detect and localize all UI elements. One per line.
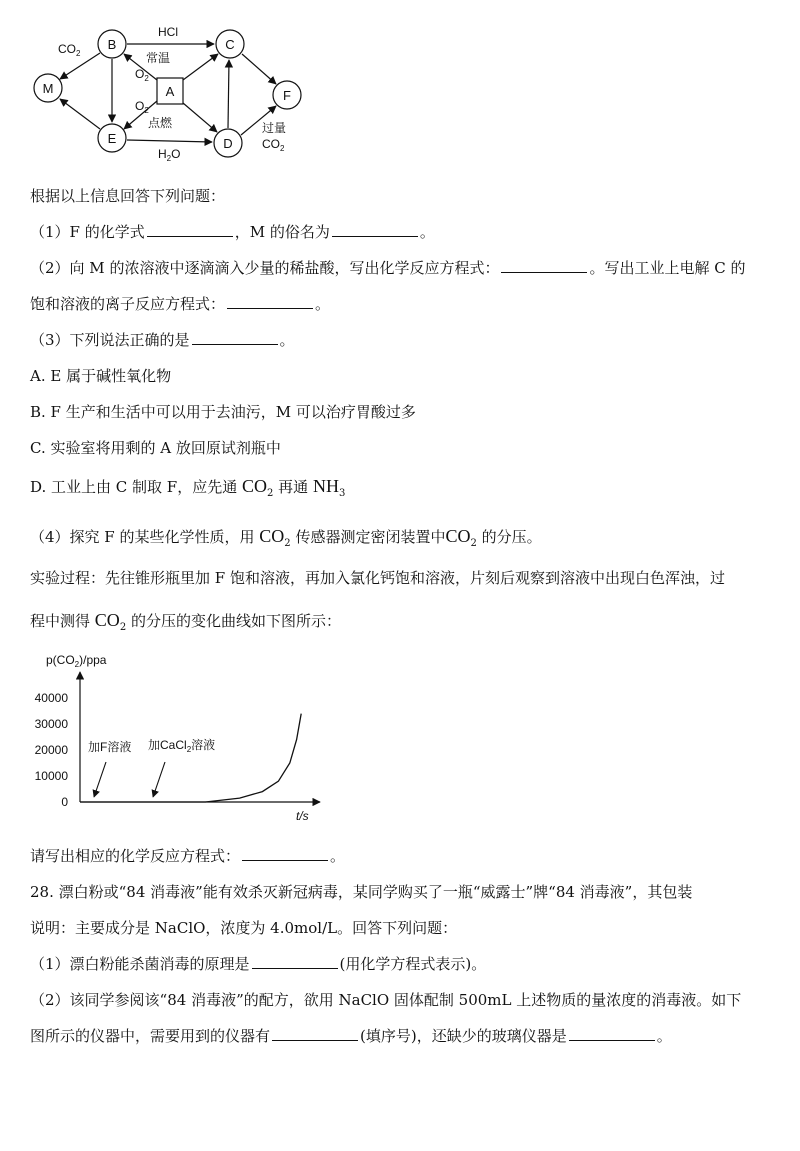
q3-blank[interactable] xyxy=(192,330,278,345)
annotation-add-cacl2: 加CaCl$_2$溶液 xyxy=(148,738,216,754)
q2-blank-2[interactable] xyxy=(227,294,313,309)
label-changwen: 常温 xyxy=(146,51,171,65)
q28-2-blank-2[interactable] xyxy=(569,1026,655,1041)
experiment-line-1: 实验过程：先往锥形瓶里加 F 饱和溶液，再加入氯化钙饱和溶液，片刻后观察到溶液中出现白色浑浊，过 xyxy=(30,569,725,587)
arrow-e-m xyxy=(60,99,100,129)
arrow-a-d xyxy=(183,103,217,132)
q28-2-line-1: （2）该同学参阅该“84 消毒液”的配方，欲用 NaClO 固体配制 500mL 上述物质的量浓度的消毒液。如下 xyxy=(30,991,742,1009)
q28-line-2: 说明：主要成分是 NaClO，浓度为 4.0mol/L。回答下列问题： xyxy=(30,919,458,937)
reaction-diagram xyxy=(28,15,328,165)
arrow-e-d xyxy=(127,140,212,142)
q2-blank-1[interactable] xyxy=(501,258,587,273)
q2-line-1: （2）向 M 的浓溶液中逐滴滴入少量的稀盐酸，写出化学反应方程式： 。写出工业上电解 C 的 xyxy=(30,259,746,277)
label-d: D xyxy=(223,136,233,151)
svg-text:H2O: $H_2O$ xyxy=(158,147,181,163)
arrow-d-c xyxy=(228,60,229,128)
q28-2-blank-1[interactable] xyxy=(272,1026,358,1041)
y-tick-label: 0 xyxy=(61,795,68,809)
q1-line: （1）F 的化学式 ，M 的俗名为 。 xyxy=(30,223,435,241)
arrow-a-c xyxy=(183,54,218,80)
arrow-c-f xyxy=(242,54,276,84)
option-a: A. E 属于碱性氧化物 xyxy=(30,367,172,385)
label-o2-top: O xyxy=(135,67,145,81)
arrow-add-f xyxy=(94,762,106,797)
label-dianran: 点燃 xyxy=(148,116,173,130)
arrow-add-cacl2 xyxy=(153,762,165,797)
experiment-line-2: 程中测得 $CO_2$ 的分压的变化曲线如下图所示： xyxy=(30,610,341,633)
q28-1-line: （1）漂白粉能杀菌消毒的原理是 (用化学方程式表示)。 xyxy=(30,955,487,973)
option-c: C. 实验室将用剩的 A 放回原试剂瓶中 xyxy=(30,439,281,457)
y-tick-label: 40000 xyxy=(34,691,68,705)
y-tick-label: 20000 xyxy=(34,743,68,757)
label-co2-bm: CO xyxy=(58,42,76,56)
label-h2o: H xyxy=(158,147,167,161)
q1-blank-2[interactable] xyxy=(332,222,418,237)
option-b: B. F 生产和生活中可以用于去油污，M 可以治疗胃酸过多 xyxy=(30,403,416,421)
label-f: F xyxy=(283,88,291,103)
q28-1-blank[interactable] xyxy=(252,954,338,969)
annotation-add-f: 加F溶液 xyxy=(88,740,132,754)
svg-text:O2: $O_2$ xyxy=(135,99,149,115)
option-d: D. 工业上由 C 制取 F，应先通 $CO_2$ 再通 $NH_3$ xyxy=(30,476,346,499)
svg-text:O2: $O_2$ xyxy=(135,67,149,83)
intro-line: 根据以上信息回答下列问题： xyxy=(30,187,226,205)
q1-blank-1[interactable] xyxy=(147,222,233,237)
q28-line-1: 28. 漂白粉或“84 消毒液”能有效杀灭新冠病毒，某同学购买了一瓶“威露士”牌“84 消毒液”，其包装 xyxy=(30,883,693,901)
equation-line: 请写出相应的化学反应方程式： 。 xyxy=(30,847,346,865)
y-tick-label: 30000 xyxy=(34,717,68,731)
label-c: C xyxy=(225,37,235,52)
label-o2-bot: O xyxy=(135,99,145,113)
q28-2-line-2: 图所示的仪器中，需要用到的仪器有 (填序号)，还缺少的玻璃仪器是 。 xyxy=(30,1027,672,1045)
co2-curve xyxy=(80,714,301,802)
chart-y-label: $p(CO_2)$/ppa xyxy=(46,653,107,669)
label-hcl: HCl xyxy=(158,25,178,39)
y-tick-label: 10000 xyxy=(34,769,68,783)
label-a: A xyxy=(165,84,175,99)
svg-text:CO2: $CO_2$ xyxy=(58,42,81,58)
label-e: E xyxy=(107,131,117,146)
label-guoliang: 过量 xyxy=(262,121,287,135)
label-co2-df: CO xyxy=(262,137,280,151)
svg-text:CO2: $CO_2$ xyxy=(262,137,285,153)
label-m: M xyxy=(42,81,54,96)
q2-line-2: 饱和溶液的离子反应方程式： 。 xyxy=(30,295,331,313)
equation-blank[interactable] xyxy=(242,846,328,861)
label-b: B xyxy=(107,37,117,52)
co2-chart xyxy=(28,650,338,830)
q4-line: （4）探究 F 的某些化学性质，用 $CO_2$ 传感器测定密闭装置中$CO_2$ 的分压。 xyxy=(30,526,542,549)
q3-line: （3）下列说法正确的是 。 xyxy=(30,331,295,349)
chart-x-label: t/s xyxy=(296,809,309,823)
